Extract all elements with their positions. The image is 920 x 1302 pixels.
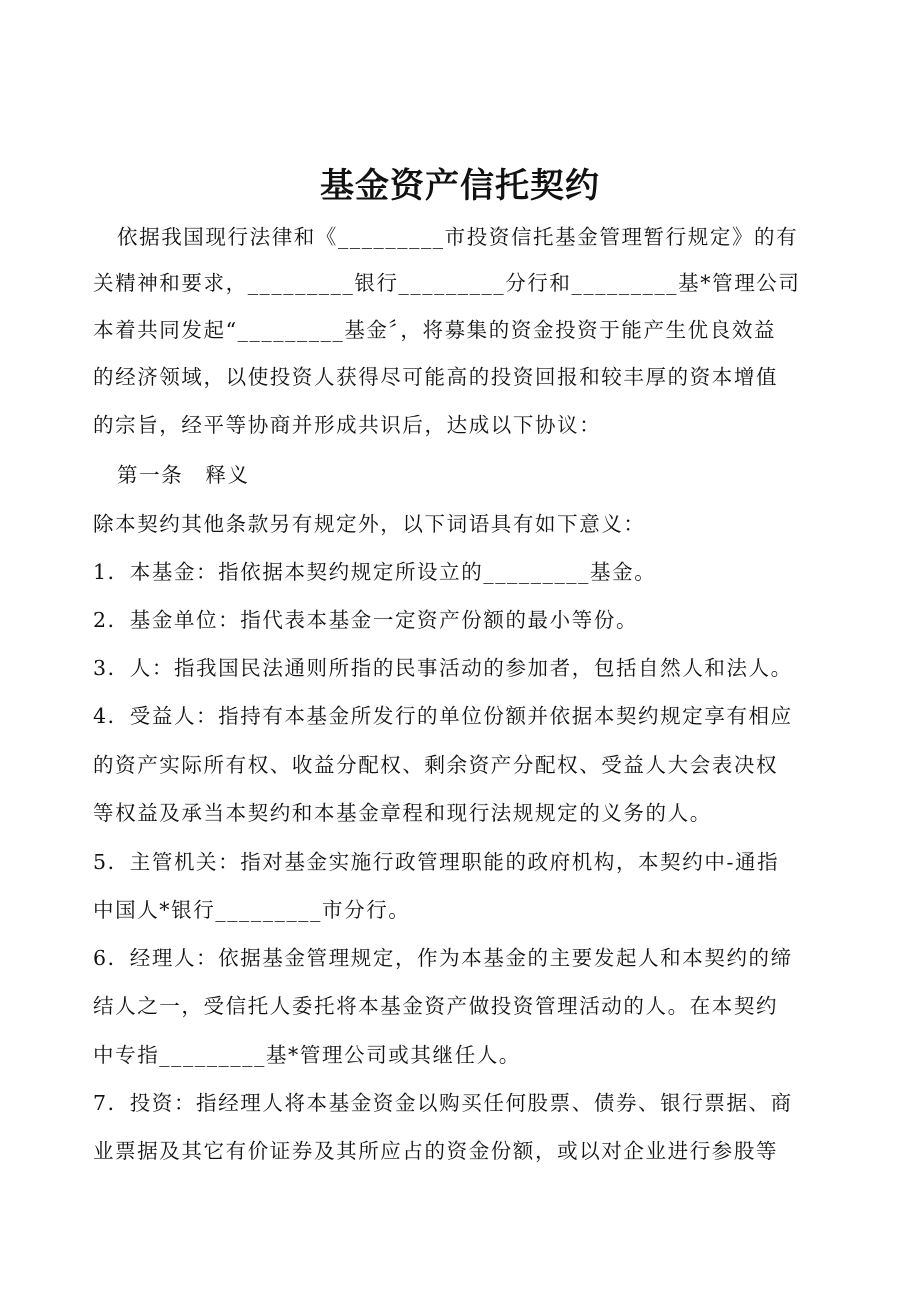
- definition-item: 4．受益人：指持有本基金所发行的单位份额并依据本契约规定享有相应: [93, 704, 793, 728]
- paragraph-line: 的经济领域，以使投资人获得尽可能高的投资回报和较丰厚的资本增值: [93, 365, 779, 389]
- definition-item-continued: 结人之一，受信托人委托将本基金资产做投资管理活动的人。在本契约: [93, 994, 779, 1018]
- definition-item: 1．本基金：指依据本契约规定所设立的_________基金。: [93, 560, 657, 584]
- definition-item: 5．主管机关：指对基金实施行政管理职能的政府机构，本契约中-通指: [93, 850, 780, 874]
- paragraph-line: 依据我国现行法律和《_________市投资信托基金管理暂行规定》的有: [117, 225, 799, 249]
- definition-item: 3．人：指我国民法通则所指的民事活动的参加者，包括自然人和法人。: [93, 656, 793, 680]
- article-heading: 第一条 释义: [117, 463, 250, 487]
- definition-item-continued: 等权益及承当本契约和本基金章程和现行法规规定的义务的人。: [93, 801, 712, 825]
- definition-item-continued: 中国人*银行_________市分行。: [93, 898, 411, 922]
- paragraph-line: 的宗旨，经平等协商并形成共识后，达成以下协议：: [93, 413, 602, 437]
- definition-item-continued: 的资产实际所有权、收益分配权、剩余资产分配权、受益人大会表决权: [93, 753, 779, 777]
- definition-item: 6．经理人：依据基金管理规定，作为本基金的主要发起人和本契约的缔: [93, 946, 793, 970]
- definition-item-continued: 业票据及其它有价证券及其所应占的资金份额，或以对企业进行参股等: [93, 1139, 779, 1163]
- paragraph-line: 除本契约其他条款另有规定外，以下词语具有如下意义：: [93, 512, 646, 536]
- definition-item: 7．投资：指经理人将本基金资金以购买任何股票、债券、银行票据、商: [93, 1091, 793, 1115]
- definition-item-continued: 中专指_________基*管理公司或其继任人。: [93, 1043, 521, 1067]
- document-title: 基金资产信托契约: [320, 166, 600, 206]
- paragraph-line: 关精神和要求，_________银行_________分行和_________基*管理公司: [93, 271, 801, 295]
- definition-item: 2．基金单位：指代表本基金一定资产份额的最小等份。: [93, 608, 639, 632]
- paragraph-line: 本着共同发起“_________基金〞，将募集的资金投资于能产生优良效益: [93, 318, 777, 342]
